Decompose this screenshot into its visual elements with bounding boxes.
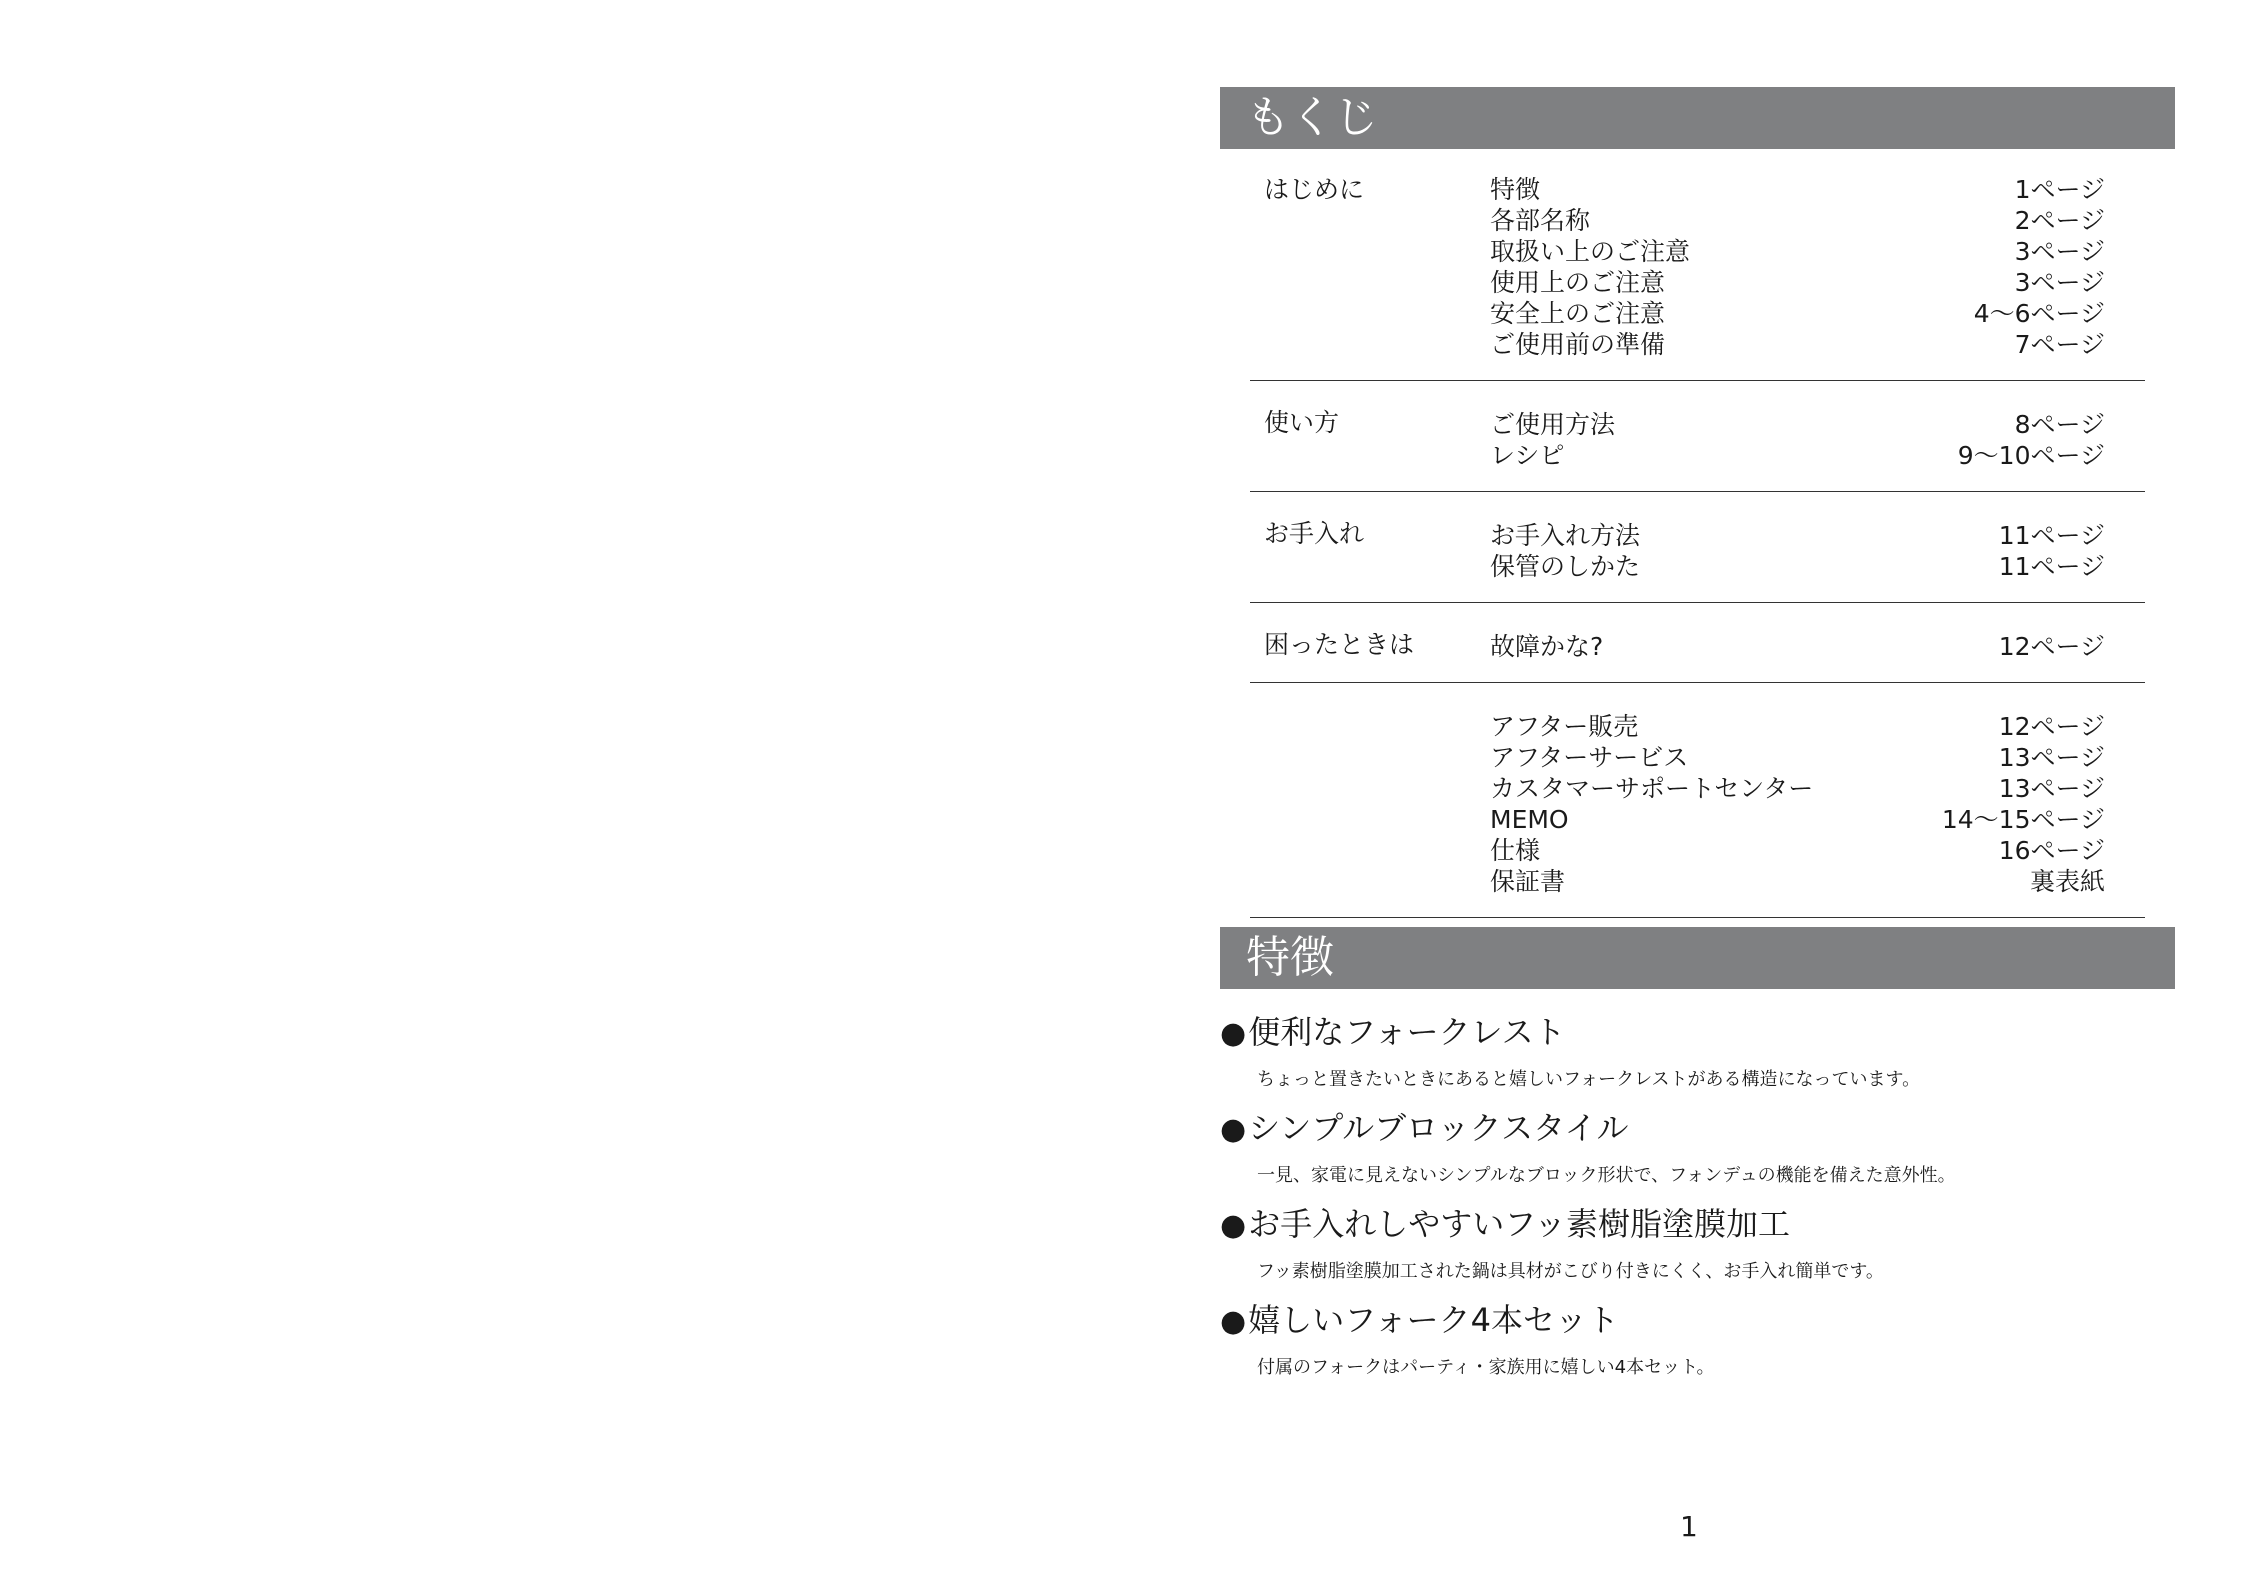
toc-entry-label: アフターサービス: [1490, 743, 1689, 772]
manual-page: [1220, 0, 2175, 1587]
toc-entry-label: 保証書: [1490, 867, 1566, 896]
feature-description: ちょっと置きたいときにあると嬉しいフォークレストがある構造になっています。: [1257, 1069, 1921, 1090]
toc-entry-label: 安全上のご注意: [1490, 299, 1666, 328]
toc-entry: [1490, 866, 2105, 897]
toc-entry: [1490, 804, 2105, 835]
toc-entry-page: 16ページ: [1998, 836, 2105, 865]
feature-description: 一見、家電に見えないシンプルなブロック形状で、フォンデュの機能を備えた意外性。: [1257, 1165, 1956, 1186]
toc-entry-page: 3ページ: [2014, 268, 2105, 297]
toc-group: [1250, 603, 2145, 683]
toc-entry: [1490, 742, 2105, 773]
toc-entry: [1490, 329, 2105, 360]
feature-title: [1220, 1300, 2175, 1342]
toc-header: [1220, 87, 2175, 149]
toc-entry-page: 13ページ: [1998, 743, 2105, 772]
table-of-contents: [1250, 148, 2145, 918]
toc-entry-label: 特徴: [1490, 175, 1541, 204]
feature-description: フッ素樹脂塗膜加工された鍋は具材がこびり付きにくく、お手入れ簡単です。: [1257, 1261, 1884, 1282]
toc-entry-page: 2ページ: [2014, 206, 2105, 235]
bullet-icon: ●: [1220, 1208, 1247, 1243]
feature-item: [1220, 1012, 2175, 1092]
toc-entry: [1490, 267, 2105, 298]
features-header: [1220, 927, 2175, 989]
toc-entry-label: ご使用方法: [1490, 410, 1616, 439]
feature-title: [1220, 1204, 2175, 1246]
toc-entry-label: ご使用前の準備: [1490, 330, 1666, 359]
toc-entry-page: 13ページ: [1998, 774, 2105, 803]
feature-title-text: お手入れしやすいフッ素樹脂塗膜加工: [1248, 1205, 1790, 1243]
toc-entry-page: 12ページ: [1998, 712, 2105, 741]
toc-entry: [1490, 174, 2105, 205]
toc-entry-label: 使用上のご注意: [1490, 268, 1666, 297]
toc-title: もくじ: [1246, 92, 1378, 143]
toc-category: はじめに: [1264, 175, 1365, 204]
toc-entry-page: 11ページ: [1998, 552, 2105, 581]
toc-entry: [1490, 551, 2105, 582]
feature-item: [1220, 1108, 2175, 1188]
toc-entry-page: 3ページ: [2014, 237, 2105, 266]
toc-entry-label: MEMO: [1490, 805, 1569, 834]
toc-entry-page: 7ページ: [2014, 330, 2105, 359]
toc-category: 困ったときは: [1264, 630, 1415, 659]
toc-entry: [1490, 298, 2105, 329]
toc-entry-label: レシピ: [1490, 441, 1565, 470]
feature-title-text: 嬉しいフォーク4本セット: [1248, 1301, 1619, 1339]
toc-entry: [1490, 711, 2105, 742]
features-title: 特徴: [1246, 932, 1334, 983]
toc-entry: [1490, 631, 2105, 662]
feature-title: [1220, 1012, 2175, 1054]
toc-group: [1250, 683, 2145, 918]
toc-entry-label: カスタマーサポートセンター: [1490, 774, 1814, 803]
toc-entry: [1490, 236, 2105, 267]
toc-group: [1250, 381, 2145, 492]
feature-title: [1220, 1108, 2175, 1150]
toc-entry: [1490, 835, 2105, 866]
bullet-icon: ●: [1220, 1304, 1247, 1339]
feature-item: [1220, 1300, 2175, 1380]
toc-entry-page: 1ページ: [2014, 175, 2105, 204]
toc-entry: [1490, 773, 2105, 804]
toc-group: [1250, 148, 2145, 381]
toc-entry-label: 取扱い上のご注意: [1490, 237, 1691, 266]
toc-entry-page: 14〜15ページ: [1941, 805, 2105, 834]
feature-item: [1220, 1204, 2175, 1284]
feature-description: 付属のフォークはパーティ・家族用に嬉しい4本セット。: [1257, 1357, 1715, 1378]
toc-entry-label: 各部名称: [1490, 206, 1591, 235]
toc-entry: [1490, 520, 2105, 551]
toc-entry-label: 保管のしかた: [1490, 552, 1641, 581]
toc-group: [1250, 492, 2145, 603]
bullet-icon: ●: [1220, 1016, 1247, 1051]
feature-title-text: シンプルブロックスタイル: [1248, 1109, 1629, 1147]
toc-entry-page: 8ページ: [2014, 410, 2105, 439]
toc-entry: [1490, 440, 2105, 471]
bullet-icon: ●: [1220, 1112, 1247, 1147]
page-number: 1: [1680, 1510, 1698, 1543]
toc-category: 使い方: [1264, 408, 1340, 437]
toc-entry: [1490, 409, 2105, 440]
toc-entry-page: 12ページ: [1998, 632, 2105, 661]
toc-entry-label: 仕様: [1490, 836, 1541, 865]
toc-entry-page: 裏表紙: [2029, 867, 2105, 896]
toc-entry-label: アフター販売: [1490, 712, 1639, 741]
toc-entry-label: お手入れ方法: [1490, 521, 1641, 550]
feature-title-text: 便利なフォークレスト: [1248, 1013, 1566, 1051]
toc-entry-label: 故障かな?: [1490, 632, 1604, 661]
toc-entry-page: 9〜10ページ: [1957, 441, 2105, 470]
toc-category: お手入れ: [1264, 519, 1365, 548]
toc-entry-page: 4〜6ページ: [1973, 299, 2105, 328]
toc-entry: [1490, 205, 2105, 236]
toc-entry-page: 11ページ: [1998, 521, 2105, 550]
